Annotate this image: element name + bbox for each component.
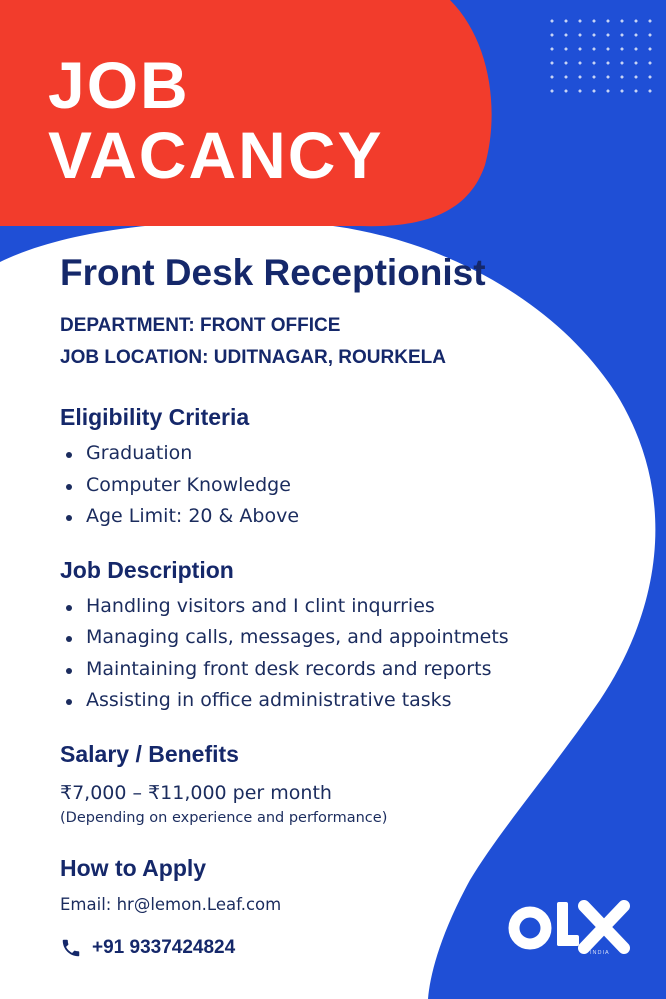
list-item: Maintaining front desk records and reports	[60, 654, 580, 686]
salary-range: ₹7,000 – ₹11,000 per month	[60, 781, 332, 804]
apply-phone-row[interactable]	[60, 937, 580, 959]
eligibility-title: Eligibility Criteria	[60, 404, 250, 430]
decorative-dot-grid	[545, 14, 655, 94]
list-item: Managing calls, messages, and appointmets	[60, 622, 580, 654]
salary-title: Salary / Benefits	[60, 740, 239, 767]
how-to-apply-title: How to Apply	[60, 854, 207, 881]
list-item: Graduation	[60, 438, 580, 470]
salary-note: (Depending on experience and performance)	[60, 809, 388, 826]
phone-icon	[60, 937, 82, 959]
department: DEPARTMENT: FRONT OFFICE	[60, 315, 341, 336]
headline-line-1: JOB	[48, 48, 190, 122]
headline-line-2: VACANCY	[48, 118, 384, 192]
list-item: Computer Knowledge	[60, 470, 580, 502]
apply-email[interactable]: Email: hr@lemon.Leaf.com	[60, 894, 282, 914]
job-description-list	[60, 591, 580, 717]
olx-logo	[508, 896, 632, 960]
eligibility-list	[60, 438, 580, 533]
list-item: Age Limit: 20 & Above	[60, 501, 580, 533]
apply-phone: +91 9337424824	[92, 936, 236, 958]
job-location: JOB LOCATION: UDITNAGAR, ROURKELA	[60, 347, 446, 368]
job-details	[60, 250, 580, 959]
list-item: Assisting in office administrative tasks	[60, 685, 580, 717]
job-description-title: Job Description	[60, 556, 234, 583]
job-vacancy-headline	[48, 50, 383, 190]
olx-india-label: INDIA	[590, 950, 610, 956]
job-title: Front Desk Receptionist	[60, 252, 486, 293]
list-item: Handling visitors and I clint inqurries	[60, 591, 580, 623]
